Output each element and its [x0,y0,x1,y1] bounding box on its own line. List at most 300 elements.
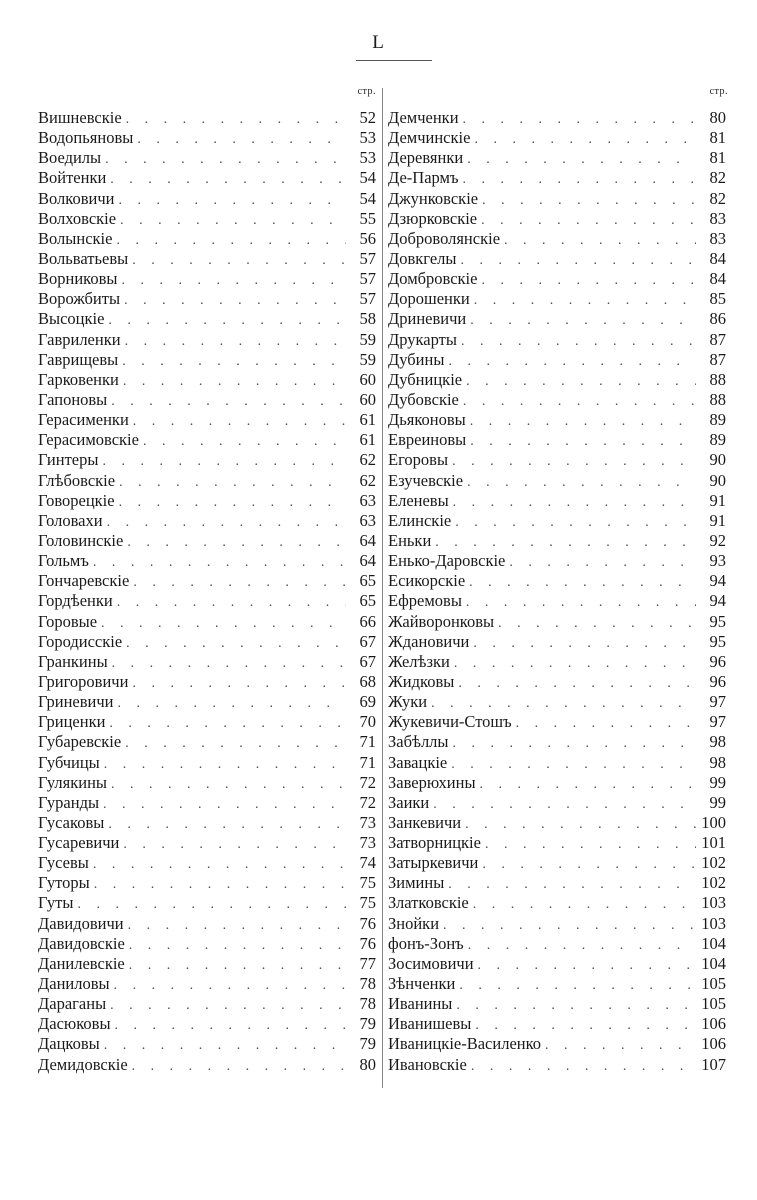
index-entry [388,531,726,551]
index-entry [388,471,726,491]
entry-page-number: 96 [709,671,726,691]
index-entry [38,390,376,410]
entry-surname: Гуранды [38,792,100,812]
entry-page-number: 93 [709,551,726,571]
entry-surname: Ворниковы [38,269,118,289]
dot-leader [123,533,346,553]
entry-page-number: 60 [359,389,376,409]
entry-page-number: 67 [359,651,376,671]
entry-surname: Гранкины [38,651,108,671]
dot-leader [439,916,696,936]
dot-leader [455,976,696,996]
header-rule [356,60,432,61]
dot-leader [73,895,346,915]
dot-leader [449,493,696,513]
entry-page-number: 79 [359,1014,376,1034]
dot-leader [128,251,346,271]
dot-leader [429,795,696,815]
index-entry [38,813,376,833]
entry-surname: Дацковы [38,1034,100,1054]
dot-leader [474,956,696,976]
index-entry [38,108,376,128]
index-entry [38,229,376,249]
entry-page-number: 98 [709,752,726,772]
index-entry [38,873,376,893]
dot-leader [128,674,346,694]
entry-page-number: 57 [359,289,376,309]
entry-surname: Егоровы [388,450,449,470]
dot-leader [129,573,346,593]
entry-surname: Забѣллы [388,732,449,752]
entry-surname: Гарковенки [38,369,119,389]
index-entry [388,571,726,591]
index-entry [388,793,726,813]
index-entry [38,1014,376,1034]
dot-leader [128,1057,346,1077]
dot-leader [129,412,346,432]
dot-leader [125,936,346,956]
entry-page-number: 63 [359,490,376,510]
index-entry [38,269,376,289]
entry-surname: Дараганы [38,994,107,1014]
dot-leader [462,593,696,613]
entry-surname: Гольмъ [38,551,89,571]
dot-leader [469,895,696,915]
dot-leader [118,352,346,372]
dot-leader [125,956,346,976]
dot-leader [111,1016,346,1036]
dot-leader [448,452,696,472]
entry-surname: Джунковскіе [388,188,479,208]
dot-leader [101,150,346,170]
index-entry [388,309,726,329]
entry-surname: Горовые [38,611,98,631]
entry-surname: Евреиновы [388,430,467,450]
entry-page-number: 81 [709,128,726,148]
dot-leader [100,1036,346,1056]
entry-page-number: 57 [359,248,376,268]
entry-surname: Данилевскіе [38,953,125,973]
dot-leader [110,976,346,996]
index-entry [38,591,376,611]
entry-surname: Дубины [388,349,445,369]
entry-surname: Григоровичи [38,671,129,691]
entry-surname: Гусаковы [38,812,105,832]
index-entry [38,531,376,551]
entry-surname: Заики [388,792,430,812]
entry-page-number: 72 [359,772,376,792]
entry-page-number: 78 [359,994,376,1014]
entry-page-number: 106 [701,1034,726,1054]
index-entry [388,430,726,450]
entry-surname: Герасимовскіе [38,430,139,450]
entry-page-number: 88 [709,389,726,409]
dot-leader [500,231,696,251]
index-entry [38,914,376,934]
dot-leader [494,614,696,634]
index-entry [388,692,726,712]
index-entry [388,551,726,571]
entry-page-number: 67 [359,631,376,651]
index-entry [388,511,726,531]
entry-page-number: 59 [359,329,376,349]
index-entry [388,128,726,148]
entry-page-number: 78 [359,974,376,994]
entry-surname: Гусевы [38,853,89,873]
entry-page-number: 83 [709,228,726,248]
dot-leader [113,593,346,613]
dot-leader [427,694,696,714]
entry-page-number: 77 [359,953,376,973]
entry-surname: Иванины [388,994,453,1014]
entry-surname: Иваницкіе-Василенко [388,1034,542,1054]
dot-leader [477,271,696,291]
index-entry [388,108,726,128]
entry-surname: Дорошенки [388,289,470,309]
dot-leader [431,533,696,553]
dot-leader [116,211,346,231]
index-entry [388,1014,726,1034]
dot-leader [90,875,346,895]
entry-page-number: 97 [709,692,726,712]
index-entry [388,813,726,833]
entry-surname: Зосимовичи [388,953,474,973]
index-entry [38,350,376,370]
dot-leader [133,130,346,150]
dot-leader [459,170,697,190]
dot-leader [505,553,696,573]
entry-surname: Герасименки [38,410,129,430]
entry-page-number: 73 [359,812,376,832]
index-entry [388,229,726,249]
dot-leader [99,795,346,815]
index-entry [388,591,726,611]
dot-leader [471,1016,696,1036]
index-entry [388,168,726,188]
dot-leader [121,332,346,352]
index-entry [388,350,726,370]
column-divider [382,88,383,1088]
index-entry [38,370,376,390]
entry-page-number: 99 [709,772,726,792]
entry-page-number: 101 [701,833,726,853]
entry-surname: Говорецкіе [38,490,115,510]
dot-leader [113,694,346,714]
entry-surname: Дасюковы [38,1014,111,1034]
entry-page-number: 65 [359,571,376,591]
index-entry [388,410,726,430]
entry-surname: Гулякины [38,772,108,792]
entry-page-number: 104 [701,953,726,973]
index-entry [388,390,726,410]
index-entry [388,934,726,954]
entry-page-number: 87 [709,349,726,369]
index-entry [388,330,726,350]
dot-leader [459,392,696,412]
index-entry [38,209,376,229]
entry-surname: Гусаревичи [38,833,120,853]
index-entry [38,773,376,793]
entry-page-number: 54 [359,168,376,188]
entry-surname: Гордѣенки [38,591,113,611]
dot-leader [450,654,696,674]
dot-leader [106,996,346,1016]
dot-leader [107,775,346,795]
index-entry [388,873,726,893]
index-entry [38,692,376,712]
index-entry [388,450,726,470]
entry-page-number: 66 [359,611,376,631]
entry-page-number: 90 [709,450,726,470]
dot-leader [139,432,346,452]
dot-leader [115,493,346,513]
entry-page-number: 86 [709,309,726,329]
entry-page-number: 97 [709,712,726,732]
entry-surname: Губчицы [38,752,100,772]
entry-page-number: 91 [709,510,726,530]
entry-surname: Жуки [388,692,428,712]
dot-leader [452,996,696,1016]
entry-page-number: 105 [701,994,726,1014]
index-entry [388,732,726,752]
entry-page-number: 85 [709,289,726,309]
dot-leader [541,1036,696,1056]
dot-leader [466,432,696,452]
entry-page-number: 74 [359,853,376,873]
entry-surname: Иванишевы [388,1014,472,1034]
entry-surname: Зимины [388,873,445,893]
entry-surname: Волынскіе [38,228,113,248]
entry-surname: Довкгелы [388,248,457,268]
entry-surname: Деревянки [388,148,464,168]
dot-leader [115,473,346,493]
dot-leader [119,835,346,855]
index-entry [38,309,376,329]
entry-surname: Гуты [38,893,74,913]
entry-surname: Елинскіе [388,510,452,530]
index-entry [38,934,376,954]
entry-surname: Воедилы [38,148,102,168]
entry-page-number: 52 [359,108,376,127]
entry-page-number: 87 [709,329,726,349]
dot-leader [447,755,696,775]
index-entry [388,672,726,692]
dot-leader [98,452,346,472]
index-entry [388,189,726,209]
dot-leader [122,634,346,654]
index-entry [388,249,726,269]
index-entry [38,753,376,773]
entry-surname: Домбровскіе [388,269,478,289]
entry-surname: Есикорскіе [388,571,466,591]
entry-surname: Глѣбовскіе [38,470,116,490]
dot-leader [100,755,346,775]
entry-page-number: 88 [709,369,726,389]
entry-page-number: 62 [359,450,376,470]
entry-surname: Езучевскіе [388,470,464,490]
entry-surname: Волковичи [38,188,115,208]
entry-surname: Жайворонковы [388,611,495,631]
entry-page-number: 76 [359,933,376,953]
dot-leader [107,392,346,412]
entry-page-number: 98 [709,732,726,752]
index-entry [38,954,376,974]
dot-leader [454,674,696,694]
entry-page-number: 82 [709,188,726,208]
right-index-column [388,108,726,1075]
index-entry [38,168,376,188]
entry-surname: Завацкіе [388,752,448,772]
entry-surname: Гуторы [38,873,90,893]
entry-page-number: 95 [709,611,726,631]
dot-leader [470,291,696,311]
entry-page-number: 79 [359,1034,376,1054]
dot-leader [119,372,346,392]
entry-page-number: 80 [359,1054,376,1074]
entry-page-number: 59 [359,349,376,369]
index-entry [38,571,376,591]
entry-surname: Демчинскіе [388,128,471,148]
index-entry [388,1055,726,1075]
entry-surname: Вольватьевы [38,248,129,268]
index-entry [38,551,376,571]
dot-leader [463,150,696,170]
entry-page-number: 68 [359,671,376,691]
entry-surname: Ворожбиты [38,289,121,309]
entry-page-number: 58 [359,309,376,329]
entry-page-number: 96 [709,651,726,671]
entry-page-number: 105 [701,974,726,994]
dot-leader [466,311,696,331]
entry-surname: Знойки [388,913,440,933]
entry-surname: Давидовичи [38,913,124,933]
entry-surname: Еньки [388,530,432,550]
dot-leader [449,734,697,754]
entry-page-number: 102 [701,853,726,873]
entry-surname: Дьяконовы [388,410,466,430]
entry-surname: Волховскіе [38,208,117,228]
entry-page-number: 106 [701,1014,726,1034]
dot-leader [470,130,696,150]
dot-leader [89,553,346,573]
entry-surname: Жидковы [388,671,455,691]
index-entry [388,1034,726,1054]
dot-leader [459,110,696,130]
dot-leader [105,714,346,734]
entry-page-number: 60 [359,369,376,389]
entry-surname: Головахи [38,510,103,530]
entry-page-number: 103 [701,913,726,933]
entry-surname: Дубницкіе [388,369,463,389]
right-column-header: стр. [709,86,728,97]
dot-leader [108,654,346,674]
dot-leader [457,332,696,352]
index-entry [388,712,726,732]
index-entry [388,491,726,511]
entry-surname: Гапоновы [38,389,108,409]
index-entry [388,652,726,672]
entry-page-number: 84 [709,269,726,289]
entry-surname: Гинтеры [38,450,99,470]
entry-page-number: 107 [701,1054,726,1074]
entry-page-number: 63 [359,510,376,530]
entry-surname: Еленевы [388,490,449,510]
entry-page-number: 84 [709,248,726,268]
index-entry [38,853,376,873]
entry-surname: Друкарты [388,329,457,349]
index-entry [38,1034,376,1054]
entry-surname: Войтенки [38,168,107,188]
entry-surname: Гавриленки [38,329,121,349]
index-entry [38,189,376,209]
entry-surname: Желѣзки [388,651,450,671]
index-entry [388,370,726,390]
entry-surname: Де-Пармъ [388,168,459,188]
index-entry [38,652,376,672]
index-entry [38,128,376,148]
index-entry [38,289,376,309]
index-entry [38,450,376,470]
index-entry [388,833,726,853]
index-entry [38,410,376,430]
dot-leader [104,815,346,835]
entry-surname: Ивановскіе [388,1054,467,1074]
entry-page-number: 104 [701,933,726,953]
index-entry [38,511,376,531]
index-entry [38,712,376,732]
entry-surname: Высоцкіе [38,309,105,329]
entry-page-number: 75 [359,873,376,893]
dot-leader [106,170,346,190]
entry-surname: Дзюрковскіе [388,208,478,228]
entry-page-number: 75 [359,893,376,913]
dot-leader [444,352,696,372]
index-entry [388,994,726,1014]
index-entry [38,632,376,652]
entry-surname: Доброволянскіе [388,228,501,248]
entry-page-number: 57 [359,269,376,289]
entry-surname: Златковскіе [388,893,469,913]
page-number: L [372,32,385,53]
entry-page-number: 83 [709,208,726,228]
entry-surname: Жукевичи-Стошъ [388,712,512,732]
dot-leader [117,271,346,291]
entry-page-number: 69 [359,692,376,712]
dot-leader [124,916,346,936]
index-entry [38,793,376,813]
index-entry [38,471,376,491]
entry-surname: Даниловы [38,974,110,994]
entry-surname: Заверюхины [388,772,476,792]
index-entry [38,893,376,913]
entry-page-number: 54 [359,188,376,208]
index-entry [38,994,376,1014]
index-entry [388,269,726,289]
index-entry [38,672,376,692]
entry-page-number: 102 [701,873,726,893]
dot-leader [444,875,696,895]
index-entry [38,974,376,994]
dot-leader [467,1057,696,1077]
dot-leader [120,291,346,311]
dot-leader [451,513,696,533]
entry-page-number: 70 [359,712,376,732]
entry-page-number: 71 [359,732,376,752]
entry-page-number: 80 [709,108,726,127]
entry-surname: Городисскіе [38,631,123,651]
index-entry [388,612,726,632]
entry-surname: Гриневичи [38,692,114,712]
